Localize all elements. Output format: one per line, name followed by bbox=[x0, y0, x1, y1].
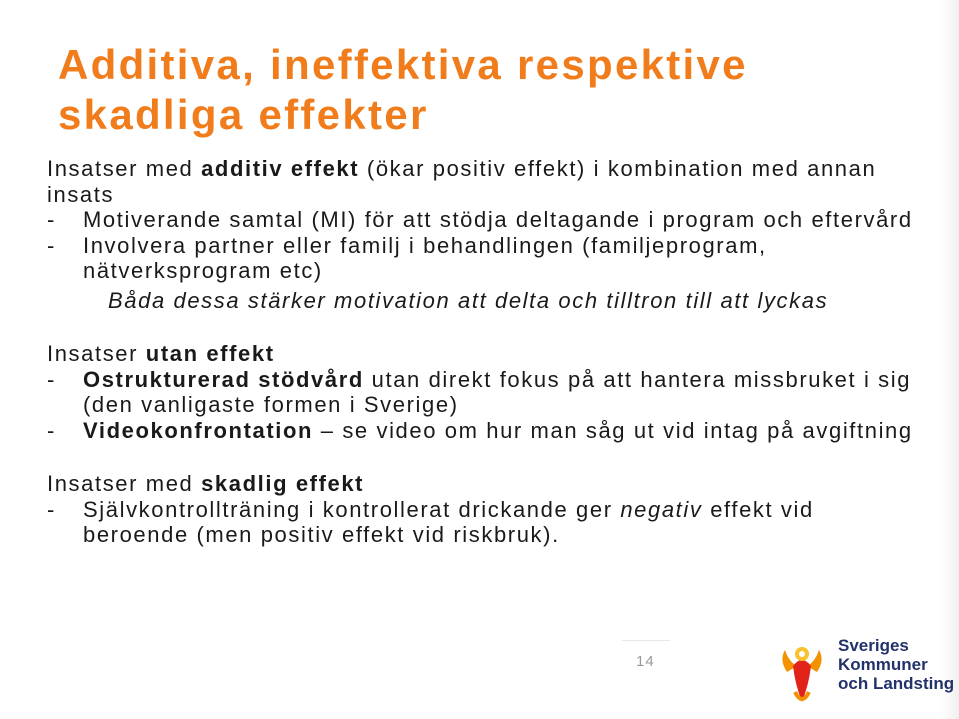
harmful-effect-term: skadlig effekt bbox=[201, 471, 365, 496]
section-additive-intro: Insatser med additiv effekt (ökar positiv effekt) i kombination med annan insats bbox=[47, 156, 877, 207]
bullet-dash: - bbox=[47, 496, 56, 522]
page-number: 14 bbox=[636, 653, 655, 670]
bullet-item: - Involvera partner eller familj i behandlingen (familjeprogram, nätverksprogram etc) bbox=[47, 232, 767, 283]
section-no-effect-intro: Insatser utan effekt bbox=[47, 341, 275, 366]
motivation-note: Båda dessa stärker motivation att delta och tilltron till att lyckas bbox=[108, 287, 829, 313]
bullet-dash: - bbox=[47, 207, 56, 232]
additive-effect-term: additiv effekt bbox=[201, 156, 360, 181]
bullet-item: - Självkontrollträning i kontrollerat drickande ger negativ effekt vid beroende (men positiv effekt vid riskbruk). bbox=[47, 496, 814, 547]
bullet-dash: - bbox=[47, 366, 56, 392]
bullet-item: - Motiverande samtal (MI) för att stödja deltagande i program och eftervård bbox=[47, 207, 913, 232]
slide-body bbox=[47, 156, 927, 548]
page-number-divider bbox=[622, 640, 670, 641]
section-harmful-intro: Insatser med skadlig effekt bbox=[47, 471, 365, 496]
bullet-dash: - bbox=[47, 417, 56, 443]
slide-title: Additiva, ineffektiva respektive skadliga effekter bbox=[58, 41, 748, 138]
slide-edge-shadow bbox=[941, 0, 959, 719]
bullet-item: - Videokonfrontation – se video om hur man såg ut vid intag på avgiftning bbox=[47, 417, 913, 443]
no-effect-term: utan effekt bbox=[145, 341, 275, 366]
skl-logo-text: Sveriges Kommuner och Landsting bbox=[838, 636, 955, 693]
bullet-item: - Ostrukturerad stödvård utan direkt fokus på att hantera missbruket i sig (den vanligaste formen i Sverige) bbox=[47, 366, 912, 417]
bullet-dash: - bbox=[47, 232, 56, 258]
